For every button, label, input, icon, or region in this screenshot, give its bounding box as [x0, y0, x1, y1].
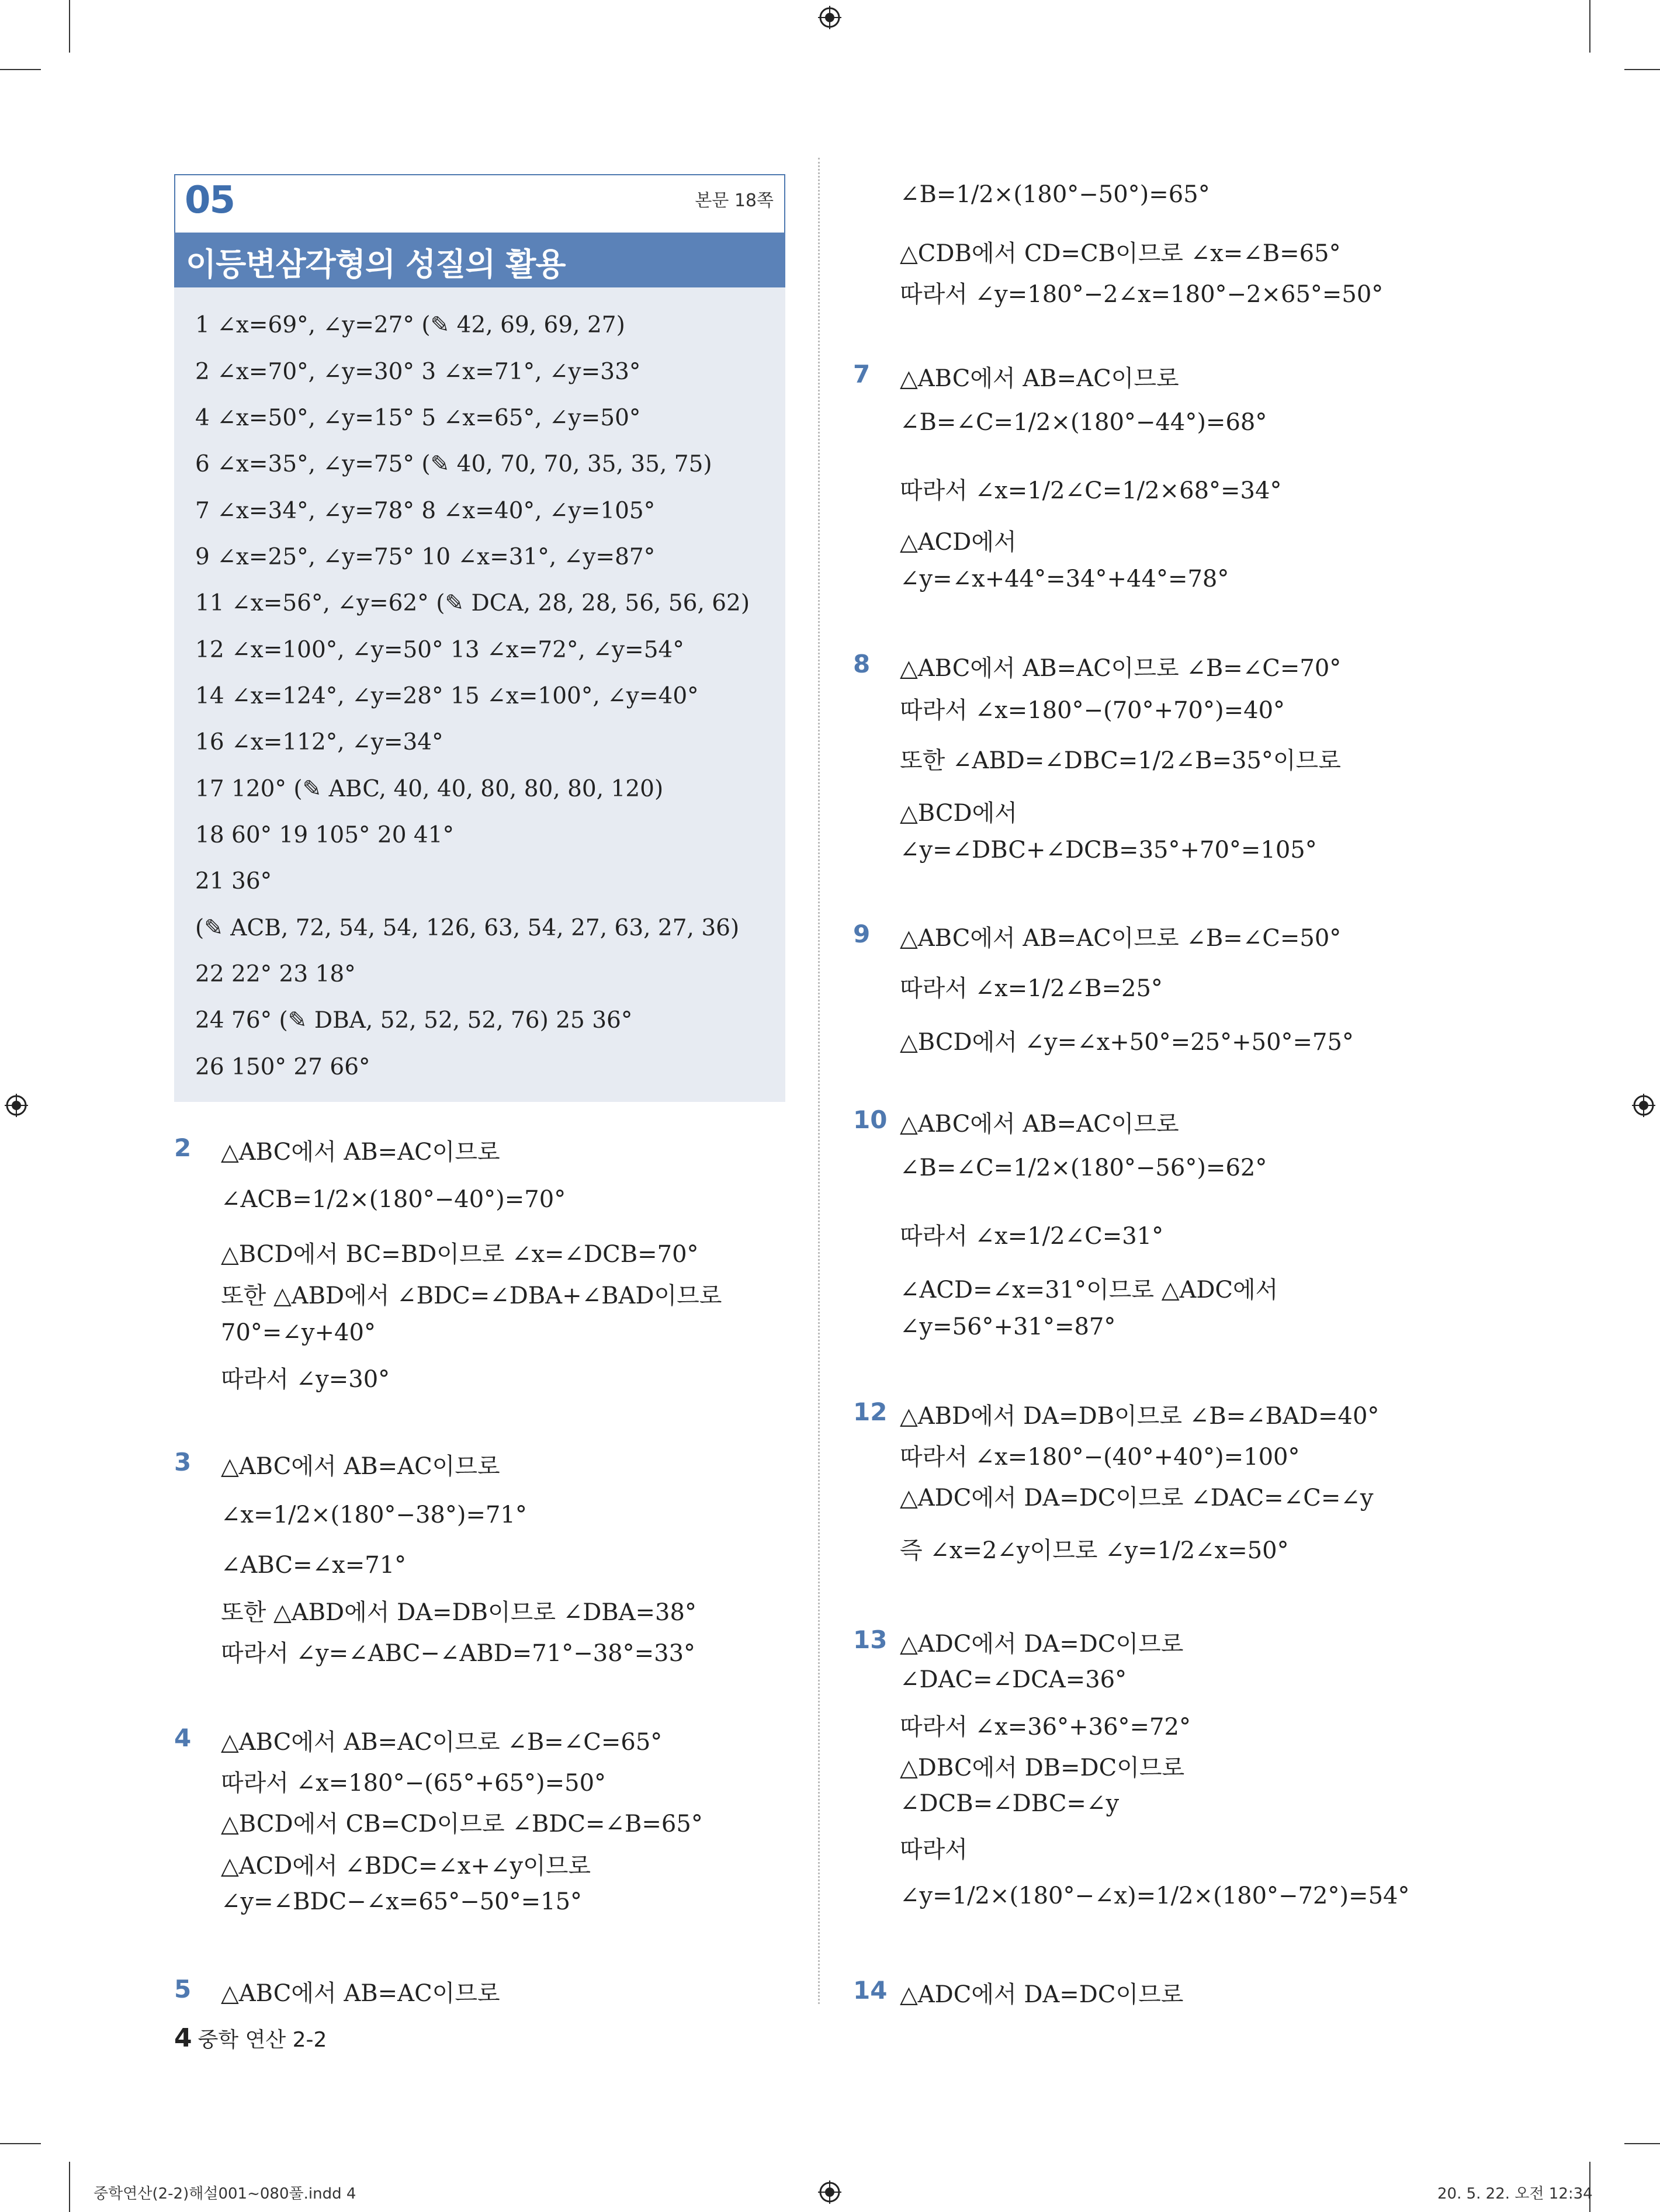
answer-line: 12 ∠x=100°, ∠y=50° 13 ∠x=72°, ∠y=54° — [195, 637, 684, 663]
solution-line: △ABC에서 AB=AC이므로 — [900, 1111, 1179, 1138]
answer-line: 2 ∠x=70°, ∠y=30° 3 ∠x=71°, ∠y=33° — [195, 359, 641, 385]
solution-line: 따라서 ∠x=36°+36°=72° — [900, 1714, 1191, 1741]
solution-line: △ABC에서 AB=AC이므로 — [221, 1139, 500, 1166]
answer-line: (✎ ACB, 72, 54, 54, 126, 63, 54, 27, 63, 27, 36) — [195, 915, 740, 941]
solution-line: ∠DCB=∠DBC=∠y — [900, 1790, 1120, 1817]
solution-line: 70°=∠y+40° — [221, 1319, 376, 1346]
page-footer — [174, 2023, 327, 2053]
solution-number: 8 — [853, 650, 871, 678]
answer-line: 1 ∠x=69°, ∠y=27° (✎ 42, 69, 69, 27) — [195, 312, 625, 338]
page-reference: 본문 18쪽 — [695, 190, 774, 211]
answer-line: 11 ∠x=56°, ∠y=62° (✎ DCA, 28, 28, 56, 56, 62) — [195, 590, 750, 616]
solution-number: 5 — [174, 1975, 192, 2003]
solution-line: 따라서 ∠y=30° — [221, 1366, 390, 1393]
answer-line: 22 22° 23 18° — [195, 961, 356, 987]
solution-line: △ADC에서 DA=DC이므로 — [900, 1981, 1184, 2008]
solution-line: 따라서 ∠x=180°−(65°+65°)=50° — [221, 1770, 607, 1797]
solution-number: 14 — [853, 1976, 888, 2005]
solution-line: 따라서 — [900, 1836, 968, 1863]
crop-mark — [1624, 69, 1660, 70]
solution-line: ∠y=1/2×(180°−∠x)=1/2×(180°−72°)=54° — [900, 1882, 1410, 1909]
column-divider — [818, 158, 820, 2004]
solution-line: ∠ACD=∠x=31°이므로 △ADC에서 — [900, 1277, 1278, 1303]
answer-line: 7 ∠x=34°, ∠y=78° 8 ∠x=40°, ∠y=105° — [195, 498, 656, 524]
answer-line: 17 120° (✎ ABC, 40, 40, 80, 80, 80, 120) — [195, 776, 664, 802]
registration-mark-icon — [818, 6, 841, 29]
solution-number: 3 — [174, 1448, 192, 1476]
solution-line: ∠y=56°+31°=87° — [900, 1313, 1116, 1340]
crop-mark — [69, 2162, 70, 2212]
solution-line: ∠y=∠x+44°=34°+44°=78° — [900, 566, 1229, 592]
solution-line: 또한 △ABD에서 DA=DB이므로 ∠DBA=38° — [221, 1599, 696, 1626]
solution-line: △BCD에서 ∠y=∠x+50°=25°+50°=75° — [900, 1029, 1354, 1056]
solution-line: ∠B=∠C=1/2×(180°−44°)=68° — [900, 409, 1267, 436]
solution-line: △ABC에서 AB=AC이므로 ∠B=∠C=50° — [900, 925, 1342, 952]
print-datetime: 20. 5. 22. 오전 12:34 — [1437, 2185, 1593, 2203]
solution-line: ∠y=∠BDC−∠x=65°−50°=15° — [221, 1888, 583, 1915]
registration-mark-icon — [1632, 1094, 1655, 1117]
solution-line: 따라서 ∠x=1/2∠C=1/2×68°=34° — [900, 477, 1282, 504]
solution-line: △ABC에서 AB=AC이므로 — [221, 1980, 500, 2007]
answer-line: 16 ∠x=112°, ∠y=34° — [195, 729, 443, 755]
solution-number: 10 — [853, 1105, 888, 1134]
title-bar — [174, 233, 785, 287]
crop-mark — [1589, 0, 1590, 53]
crop-mark — [0, 69, 41, 70]
solution-line: 따라서 ∠y=∠ABC−∠ABD=71°−38°=33° — [221, 1640, 696, 1667]
answer-line: 18 60° 19 105° 20 41° — [195, 822, 455, 848]
answer-line: 26 150° 27 66° — [195, 1054, 370, 1080]
solution-line: △ABC에서 AB=AC이므로 ∠B=∠C=70° — [900, 655, 1342, 682]
solution-number: 7 — [853, 360, 871, 389]
solution-line: 따라서 ∠x=1/2∠C=31° — [900, 1223, 1164, 1250]
solution-line: 또한 ∠ABD=∠DBC=1/2∠B=35°이므로 — [900, 747, 1341, 774]
solution-line: △ADC에서 DA=DC이므로 — [900, 1631, 1184, 1658]
solution-line: ∠DAC=∠DCA=36° — [900, 1666, 1127, 1693]
registration-mark-icon — [818, 2180, 841, 2204]
crop-mark — [69, 0, 70, 53]
section-title: 이등변삼각형의 성질의 활용 — [186, 246, 566, 283]
solution-line: △BCD에서 CB=CD이므로 ∠BDC=∠B=65° — [221, 1811, 703, 1837]
solution-line: ∠ACB=1/2×(180°−40°)=70° — [221, 1186, 566, 1213]
answer-line: 9 ∠x=25°, ∠y=75° 10 ∠x=31°, ∠y=87° — [195, 544, 656, 570]
solution-line: ∠B=1/2×(180°−50°)=65° — [900, 181, 1210, 208]
answer-line: 21 36° — [195, 868, 272, 894]
answer-line: 24 76° (✎ DBA, 52, 52, 52, 76) 25 36° — [195, 1007, 633, 1034]
section-number: 05 — [185, 179, 235, 222]
section-header — [174, 174, 785, 233]
solution-line: △CDB에서 CD=CB이므로 ∠x=∠B=65° — [900, 240, 1341, 267]
solution-line: △ACD에서 — [900, 529, 1017, 556]
crop-mark — [1624, 2143, 1660, 2144]
solution-line: △ACD에서 ∠BDC=∠x+∠y이므로 — [221, 1853, 591, 1880]
solution-line: △BCD에서 — [900, 800, 1017, 827]
solution-line: △ABC에서 AB=AC이므로 — [900, 365, 1179, 392]
registration-mark-icon — [5, 1094, 28, 1117]
book-title: 중학 연산 2-2 — [197, 2028, 327, 2052]
solution-line: 따라서 ∠x=180°−(40°+40°)=100° — [900, 1444, 1300, 1471]
solution-line: ∠ABC=∠x=71° — [221, 1552, 407, 1579]
solution-number: 12 — [853, 1398, 888, 1426]
file-info: 중학연산(2-2)해설001~080풀.indd 4 — [93, 2185, 356, 2203]
solution-number: 13 — [853, 1625, 888, 1654]
answer-line: 6 ∠x=35°, ∠y=75° (✎ 40, 70, 70, 35, 35, 75) — [195, 451, 712, 477]
solution-number: 4 — [174, 1724, 192, 1752]
solution-line: 따라서 ∠x=1/2∠B=25° — [900, 975, 1163, 1002]
solution-line: 따라서 ∠x=180°−(70°+70°)=40° — [900, 697, 1285, 724]
solution-line: ∠B=∠C=1/2×(180°−56°)=62° — [900, 1154, 1267, 1181]
solution-line: 따라서 ∠y=180°−2∠x=180°−2×65°=50° — [900, 281, 1384, 308]
solution-number: 9 — [853, 920, 871, 948]
solution-line: △BCD에서 BC=BD이므로 ∠x=∠DCB=70° — [221, 1241, 699, 1268]
solution-line: △ABC에서 AB=AC이므로 — [221, 1453, 500, 1480]
crop-mark — [0, 2143, 41, 2144]
answer-box — [174, 174, 785, 1102]
solution-line: ∠y=∠DBC+∠DCB=35°+70°=105° — [900, 837, 1317, 864]
solution-line: 또한 △ABD에서 ∠BDC=∠DBA+∠BAD이므로 — [221, 1282, 722, 1309]
solution-line: ∠x=1/2×(180°−38°)=71° — [221, 1502, 527, 1528]
answer-line: 14 ∠x=124°, ∠y=28° 15 ∠x=100°, ∠y=40° — [195, 683, 699, 709]
solution-line: △ABC에서 AB=AC이므로 ∠B=∠C=65° — [221, 1729, 663, 1756]
solution-number: 2 — [174, 1133, 192, 1162]
solution-line: 즉 ∠x=2∠y이므로 ∠y=1/2∠x=50° — [900, 1537, 1289, 1564]
solution-line: △ADC에서 DA=DC이므로 ∠DAC=∠C=∠y — [900, 1485, 1374, 1511]
solution-line: △ABD에서 DA=DB이므로 ∠B=∠BAD=40° — [900, 1403, 1380, 1430]
solution-line: △DBC에서 DB=DC이므로 — [900, 1755, 1185, 1781]
answer-line: 4 ∠x=50°, ∠y=15° 5 ∠x=65°, ∠y=50° — [195, 405, 641, 431]
page-number: 4 — [174, 2023, 192, 2053]
